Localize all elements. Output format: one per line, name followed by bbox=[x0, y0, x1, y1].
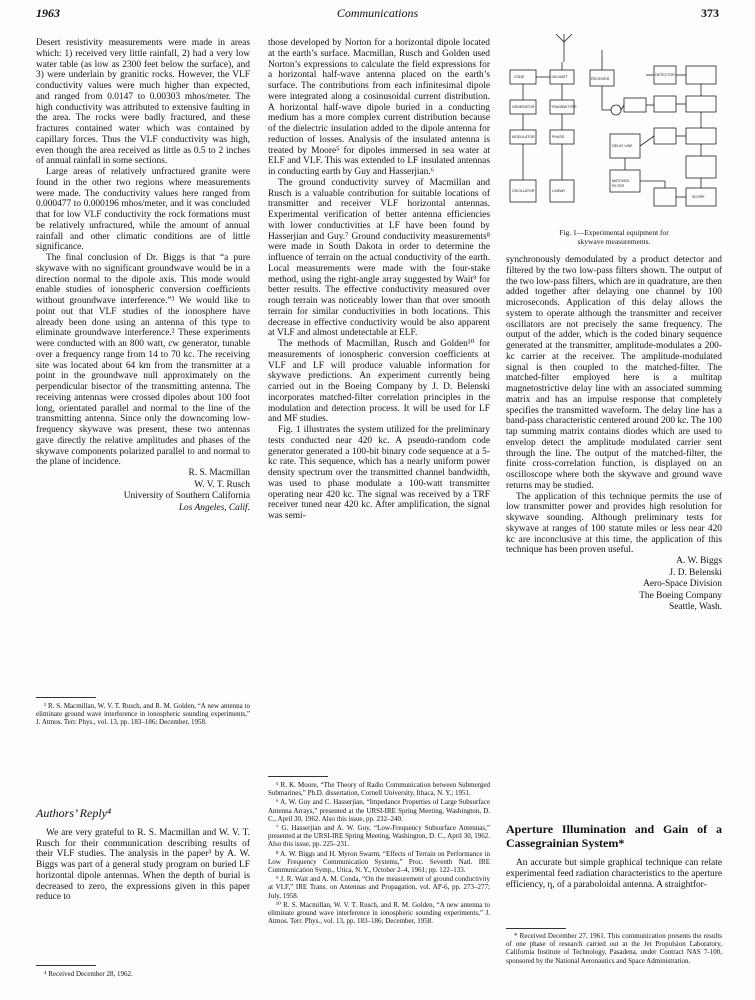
footnote-text: ⁵ R. K. Moore, “The Theory of Radio Communication between Submerged Submarines,” Ph.D. dissertation, Cornell University, Ithaca, N. Y.; 1951. bbox=[268, 781, 490, 798]
diagram-block bbox=[654, 96, 676, 112]
paragraph: Large areas of relatively unfractured granite were found in the other two regions where measurements were made. The conductivity values here ranged from 0.000477 to 0.000196 mhos/meter, and it was concluded that for low VLF conductivity the rock formations must be relatively unfractured, while the amount of annual rainfall and other climatic conditions are of little significance. bbox=[36, 167, 250, 253]
footnote-rule bbox=[36, 697, 96, 698]
diagram-label: PHASE bbox=[552, 135, 565, 139]
article-start bbox=[506, 822, 722, 890]
diagram-block bbox=[686, 66, 716, 84]
paragraph: An accurate but simple graphical technique can relate experimental feed radiation characteristics to the aperture efficiency, η, of a paraboloidal antenna. A straightfor- bbox=[506, 858, 722, 890]
page-number: 373 bbox=[701, 6, 719, 20]
paragraph: We are very grateful to R. S. Macmillan and W. V. T. Rusch for their communication describing results of their VLF studies. The analysis in the paper³ by A. W. Biggs was part of a general study program on buried LF horizontal dipole antennas. When the depth of burial is decreased to zero, the expressions given in this paper reduce to bbox=[36, 827, 250, 903]
column-1 bbox=[36, 38, 250, 514]
footnote-text: ⁶ A. W. Guy and C. Hasserjian, “Impedance Properties of Large Subsurface Antenna Arrays,” presented at the URSI-IRE Spring Meeting, Washington, D. C., April 30, 1962. Also this issue, pp. 232–240. bbox=[268, 798, 490, 823]
diagram-block bbox=[686, 128, 716, 144]
paragraph: Fig. 1 illustrates the system utilized for the preliminary tests conducted near 420 kc. A pseudo-random code generator generated a 100-bit binary code sequence at a 5-kc rate. This sequence, which has a nearly uniform power density spectrum over the transmitted channel bandwidth, was used to phase modulate a 100-watt transmitter operating near 420 kc. The signal was received by a TRF receiver tuned near 420 kc. After amplification, the signal was semi- bbox=[268, 425, 490, 521]
footnote-rule bbox=[268, 776, 328, 777]
diagram-label: SCOPE bbox=[692, 195, 705, 199]
authors-reply-section bbox=[36, 808, 250, 903]
diagram-label: MATCHED bbox=[612, 179, 630, 183]
diagram-label: GENERATOR bbox=[512, 105, 535, 109]
diagram-block bbox=[654, 128, 676, 144]
diagram-label: TRANSMITTER bbox=[551, 105, 577, 109]
diagram-label: CODE bbox=[514, 75, 525, 79]
column-2 bbox=[268, 38, 490, 522]
diagram-block bbox=[686, 96, 716, 112]
paragraph: The ground conductivity survey of Macmillan and Rusch is a valuable contribution for suitable locations of transmitter and receiver VLF horizontal antennas. Experimental verification of better antenna efficiencies with lower conductivities at LF have been found by Hasserjian and Guy.⁷ Ground conductivity measurements⁸ were made in South Dakota in order to determine the influence of terrain on the actual conductivity of the earth. Local measurements were made with the four-stake method, using the right-angle array suggested by Wait⁹ for better results. The effective conductivity measured over rough terrain was noticeably lower than that over smooth terrain for similar conductivities in both locations. This decrease in effective conductivity would be also apparent at VLF and almost undetectable at ELF. bbox=[268, 177, 490, 339]
caption-line: Fig. 1—Experimental equipment for bbox=[559, 228, 669, 237]
signature-block bbox=[506, 556, 722, 614]
footnote bbox=[506, 932, 722, 966]
paragraph: those developed by Norton for a horizontal dipole located at the earth’s surface. Macmillan, Rusch and Golden used Norton’s expressions to calculate the field expressions for a horizontal half-wave antenna placed on the earth’s surface. The contributions from each infinitesimal dipole were integrated along a cosinusoidal current distribution. A horizontal half-wave dipole buried in a conducting medium has a more complex current distribution because of the dielectric insulation added to the dipole antenna for reduction of losses. Analysis of the insulated antenna is treated by Moore⁵ for dipoles immersed in sea water at ELF and VLF. This was extended to LF insulated antennas in conducting earth by Guy and Hasserjian.⁶ bbox=[268, 38, 490, 177]
footnotes bbox=[268, 781, 490, 926]
footnote-text: ⁷ G. Hasserjian and A. W. Guy, “Low-Frequency Subsurface Antennas,” presented at the URSI-IRE Spring Meeting, Washington, D. C., April 30, 1962. Also this issue, pp. 225–231. bbox=[268, 824, 490, 849]
figure-caption bbox=[506, 228, 722, 246]
footnote-text: ² R. S. Macmillan, W. V. T. Rusch, and R. M. Golden, “A new antenna to eliminate ground wave interference in ionospheric sounding experiments,” J. Atmos. Terr. Phys., vol. 13, pp. 183–186; December, 1958. bbox=[36, 702, 250, 727]
author-name: W. V. T. Rusch bbox=[194, 479, 250, 490]
footnote-rule bbox=[506, 928, 566, 929]
paragraph: The methods of Macmillan, Rusch and Golden¹⁰ for measurements of ionospheric conversion coefficients at VLF and LF will produce valuable information for skywave predictions. An experiment currently being carried out in the Boeing Company by J. D. Belenski incorporates matched-filter correlation principles in the modulation and detection process. It will be used for LF and MF studies. bbox=[268, 339, 490, 425]
footnote-text: ⁴ Received December 28, 1962. bbox=[44, 970, 133, 978]
affiliation: Aero-Space Division bbox=[643, 579, 722, 589]
caption-line: skywave measurements. bbox=[577, 237, 651, 246]
diagram-block bbox=[654, 188, 676, 206]
affiliation: University of Southern California bbox=[123, 491, 250, 501]
footnote-text: * Received December 27, 1961. This communication presents the results of one phase of research carried out at the Jet Propulsion Laboratory, California Institute of Technology, Pasadena, under Contract NAS 7-100, sponsored by the National Aeronautics and Space Administration. bbox=[506, 932, 722, 965]
organization: The Boeing Company bbox=[639, 590, 722, 601]
diagram-label: 100-WATT bbox=[551, 75, 568, 79]
paragraph: The final conclusion of Dr. Biggs is that “a pure skywave with no significant groundwave would be in a direction normal to the dipole axis. This mode would enable studies of ionospheric conversion coefficients without groundwave interference.”³ We would like to point out that VLF studies of the ionosphere have already been done using an antenna of this type to eliminate groundwave interference.² These experiments were conducted with an 800 watt, cw generator, tunable over a frequency range from 14 to 70 kc. The receiving site was located about 64 km from the transmitter at a point in the groundwave null approximately on the perpendicular bisector of the transmitting antenna. The receiving antennas were crossed dipoles about 100 foot long, orientated parallel and normal to the line of the transmitting antenna. Since only the downcoming low-frequency skywave was present, these two antennas gave directly the relative amplitudes and phases of the skywave components polarized parallel to and normal to the plane of incidence. bbox=[36, 253, 250, 468]
city: Los Angeles, Calif. bbox=[178, 502, 250, 513]
paragraph: The application of this technique permits the use of low transmitter power and provides high resolution for skywave sounding. Although preliminary tests for skywave at ranges of 100 statute miles or less near 420 kc are inconclusive at this time, the application of this technique has been proven useful. bbox=[506, 491, 722, 556]
diagram-label: DELAY LINE bbox=[612, 144, 633, 148]
diagram-label: DETECTOR bbox=[655, 73, 675, 77]
author-name: R. S. Macmillan bbox=[188, 468, 250, 478]
paragraph: Desert resistivity measurements were made in areas which: 1) received very little rainfall, 2) had a very low water table (as low as 2300 feet below the surface), and 3) were underlain by granitic rocks. However, the VLF conductivity values were much higher than expected, and ranged from 0.0147 to 0.00303 mhos/meter. The high conductivity was attributed to extensive faulting in the area. The rocks were badly fractured, and these fractures contained water which was contained by capillary forces. Thus the VLF conductivity was high, even though the area received as little as 0.5 to 2 inches of annual rainfall in some sections. bbox=[36, 38, 250, 167]
column-3 bbox=[506, 255, 722, 614]
block-diagram-figure bbox=[506, 30, 722, 220]
diagram-label: MODULATOR bbox=[512, 135, 535, 139]
section-heading: Authors’ Reply⁴ bbox=[36, 806, 112, 820]
author-name: A. W. Biggs bbox=[676, 556, 722, 566]
journal-section-title: Communications bbox=[336, 6, 419, 20]
diagram-label: RECEIVER bbox=[591, 77, 610, 81]
author-name: J. D. Belenski bbox=[669, 567, 722, 578]
diagram-block bbox=[624, 98, 646, 112]
footnote bbox=[36, 702, 250, 728]
footnote-rule bbox=[36, 965, 96, 966]
year-label: 1963 bbox=[36, 6, 60, 20]
city: Seattle, Wash. bbox=[669, 602, 722, 612]
footnote bbox=[36, 970, 250, 979]
diagram-label: LINEAR bbox=[552, 189, 565, 193]
diagram-block bbox=[686, 156, 716, 178]
diagram-label: OSCILLATOR bbox=[512, 189, 535, 193]
diagram-label: FILTER bbox=[612, 184, 625, 188]
signature-block bbox=[36, 468, 250, 514]
footnote-text: ⁸ A. W. Biggs and H. Myron Swarm, “Effects of Terrain on Performance in Low Frequency Communication Systems,” Proc. Seventh Natl. IRE Communication Symp., Utica, N. Y., October 2–4, 1961; pp. 122–133. bbox=[268, 849, 490, 875]
connector bbox=[640, 136, 654, 146]
footnote-text: ¹⁰ R. S. Macmillan, W. V. T. Rusch, and R. M. Golden, “A new antenna to eliminate ground wave interference in ionospheric sounding experiments,” J. Atmos. Terr. Phys., vol. 13, pp. 183–186; December, 1958. bbox=[268, 900, 490, 926]
footnote-text: ⁹ J. R. Wait and A. M. Conda, “On the measurement of ground conductivity at VLF,” IRE Trans. on Antennas and Propagation, vol. AP-6, pp. 273–277; July, 1958. bbox=[268, 875, 490, 900]
connector bbox=[621, 105, 624, 110]
mixer-symbol bbox=[611, 105, 621, 115]
article-title: Aperture Illumination and Gain of a Cassegrainian System* bbox=[506, 822, 722, 850]
paragraph: synchronously demodulated by a product detector and filtered by the two low-pass filters shown. The output of the two low-pass filters, which are in quadrature, are then added together after delaying one channel by 100 microseconds. Application of this delay allows the system to operate although the transmitter and receiver oscillators are not precisely the same frequency. The output of the adder, which is the coded binary sequence generated at the transmitter, amplitude-modulates a 200-kc carrier at the receiver. The amplitude-modulated signal is then coupled to the matched-filter. The matched-filter employed here is a multitap magnetostrictive delay line with an associated summing matrix and has an impulse response that completely specifies the transmitted waveform. The delay line has a band-pass characteristic centered around 200 kc. The 100 tap summing matrix contains diodes which are used to envelop detect the amplitude modulated carrier sent through the line. The output of the matched-filter, the finite cross-correlation function, is displayed on an oscilloscope where both the skywave and ground wave returns may be studied. bbox=[506, 255, 722, 491]
